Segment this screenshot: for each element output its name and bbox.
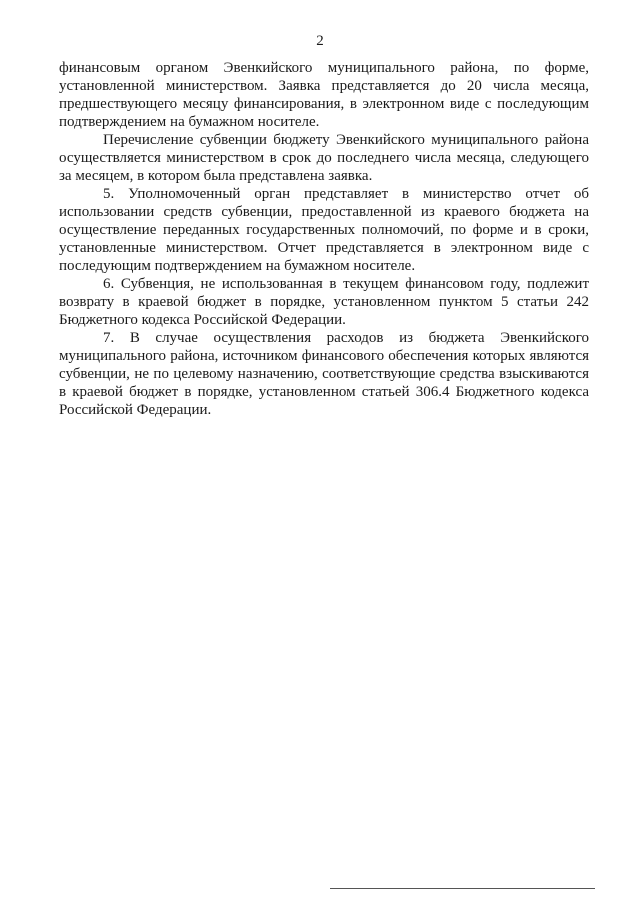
footer-rule (330, 888, 595, 889)
paragraph-item-6: 6. Субвенция, не использованная в текущем финансовом году, подлежит возврату в краевой бюджет в порядке, установленном пунктом 5 статьи 242 Бюджетного кодекса Российской Федерации. (59, 276, 589, 328)
paragraph-item-7: 7. В случае осуществления расходов из бюджета Эвенкийского муниципального района, источником финансового обеспечения которых являются субвенции, не по целевому назначению, соответствующие средства взыскиваются в краевой бюджет в порядке, установленном статьей 306.4 Бюджетного кодекса Российской Федерации. (59, 330, 589, 418)
paragraph-item-5: 5. Уполномоченный орган представляет в министерство отчет об использовании средств субвенции, предоставленной из краевого бюджета на осуществление переданных государственных полномочий, по форме и в сроки, установленные министерством. Отчет представляется в электронном виде с последующим подтверждением на бумажном носителе. (59, 186, 589, 274)
paragraph-subvention-transfer: Перечисление субвенции бюджету Эвенкийского муниципального района осуществляется министерством в срок до последнего числа месяца, следующего за месяцем, в котором была представлена заявка. (59, 132, 589, 184)
page-number: 2 (316, 33, 324, 49)
document-body (59, 59, 589, 419)
paragraph-continuation: финансовым органом Эвенкийского муниципального района, по форме, установленной министерством. Заявка представляется до 20 числа месяца, предшествующего месяцу финансирования, в электронном виде с последующим подтверждением на бумажном носителе. (59, 60, 589, 130)
